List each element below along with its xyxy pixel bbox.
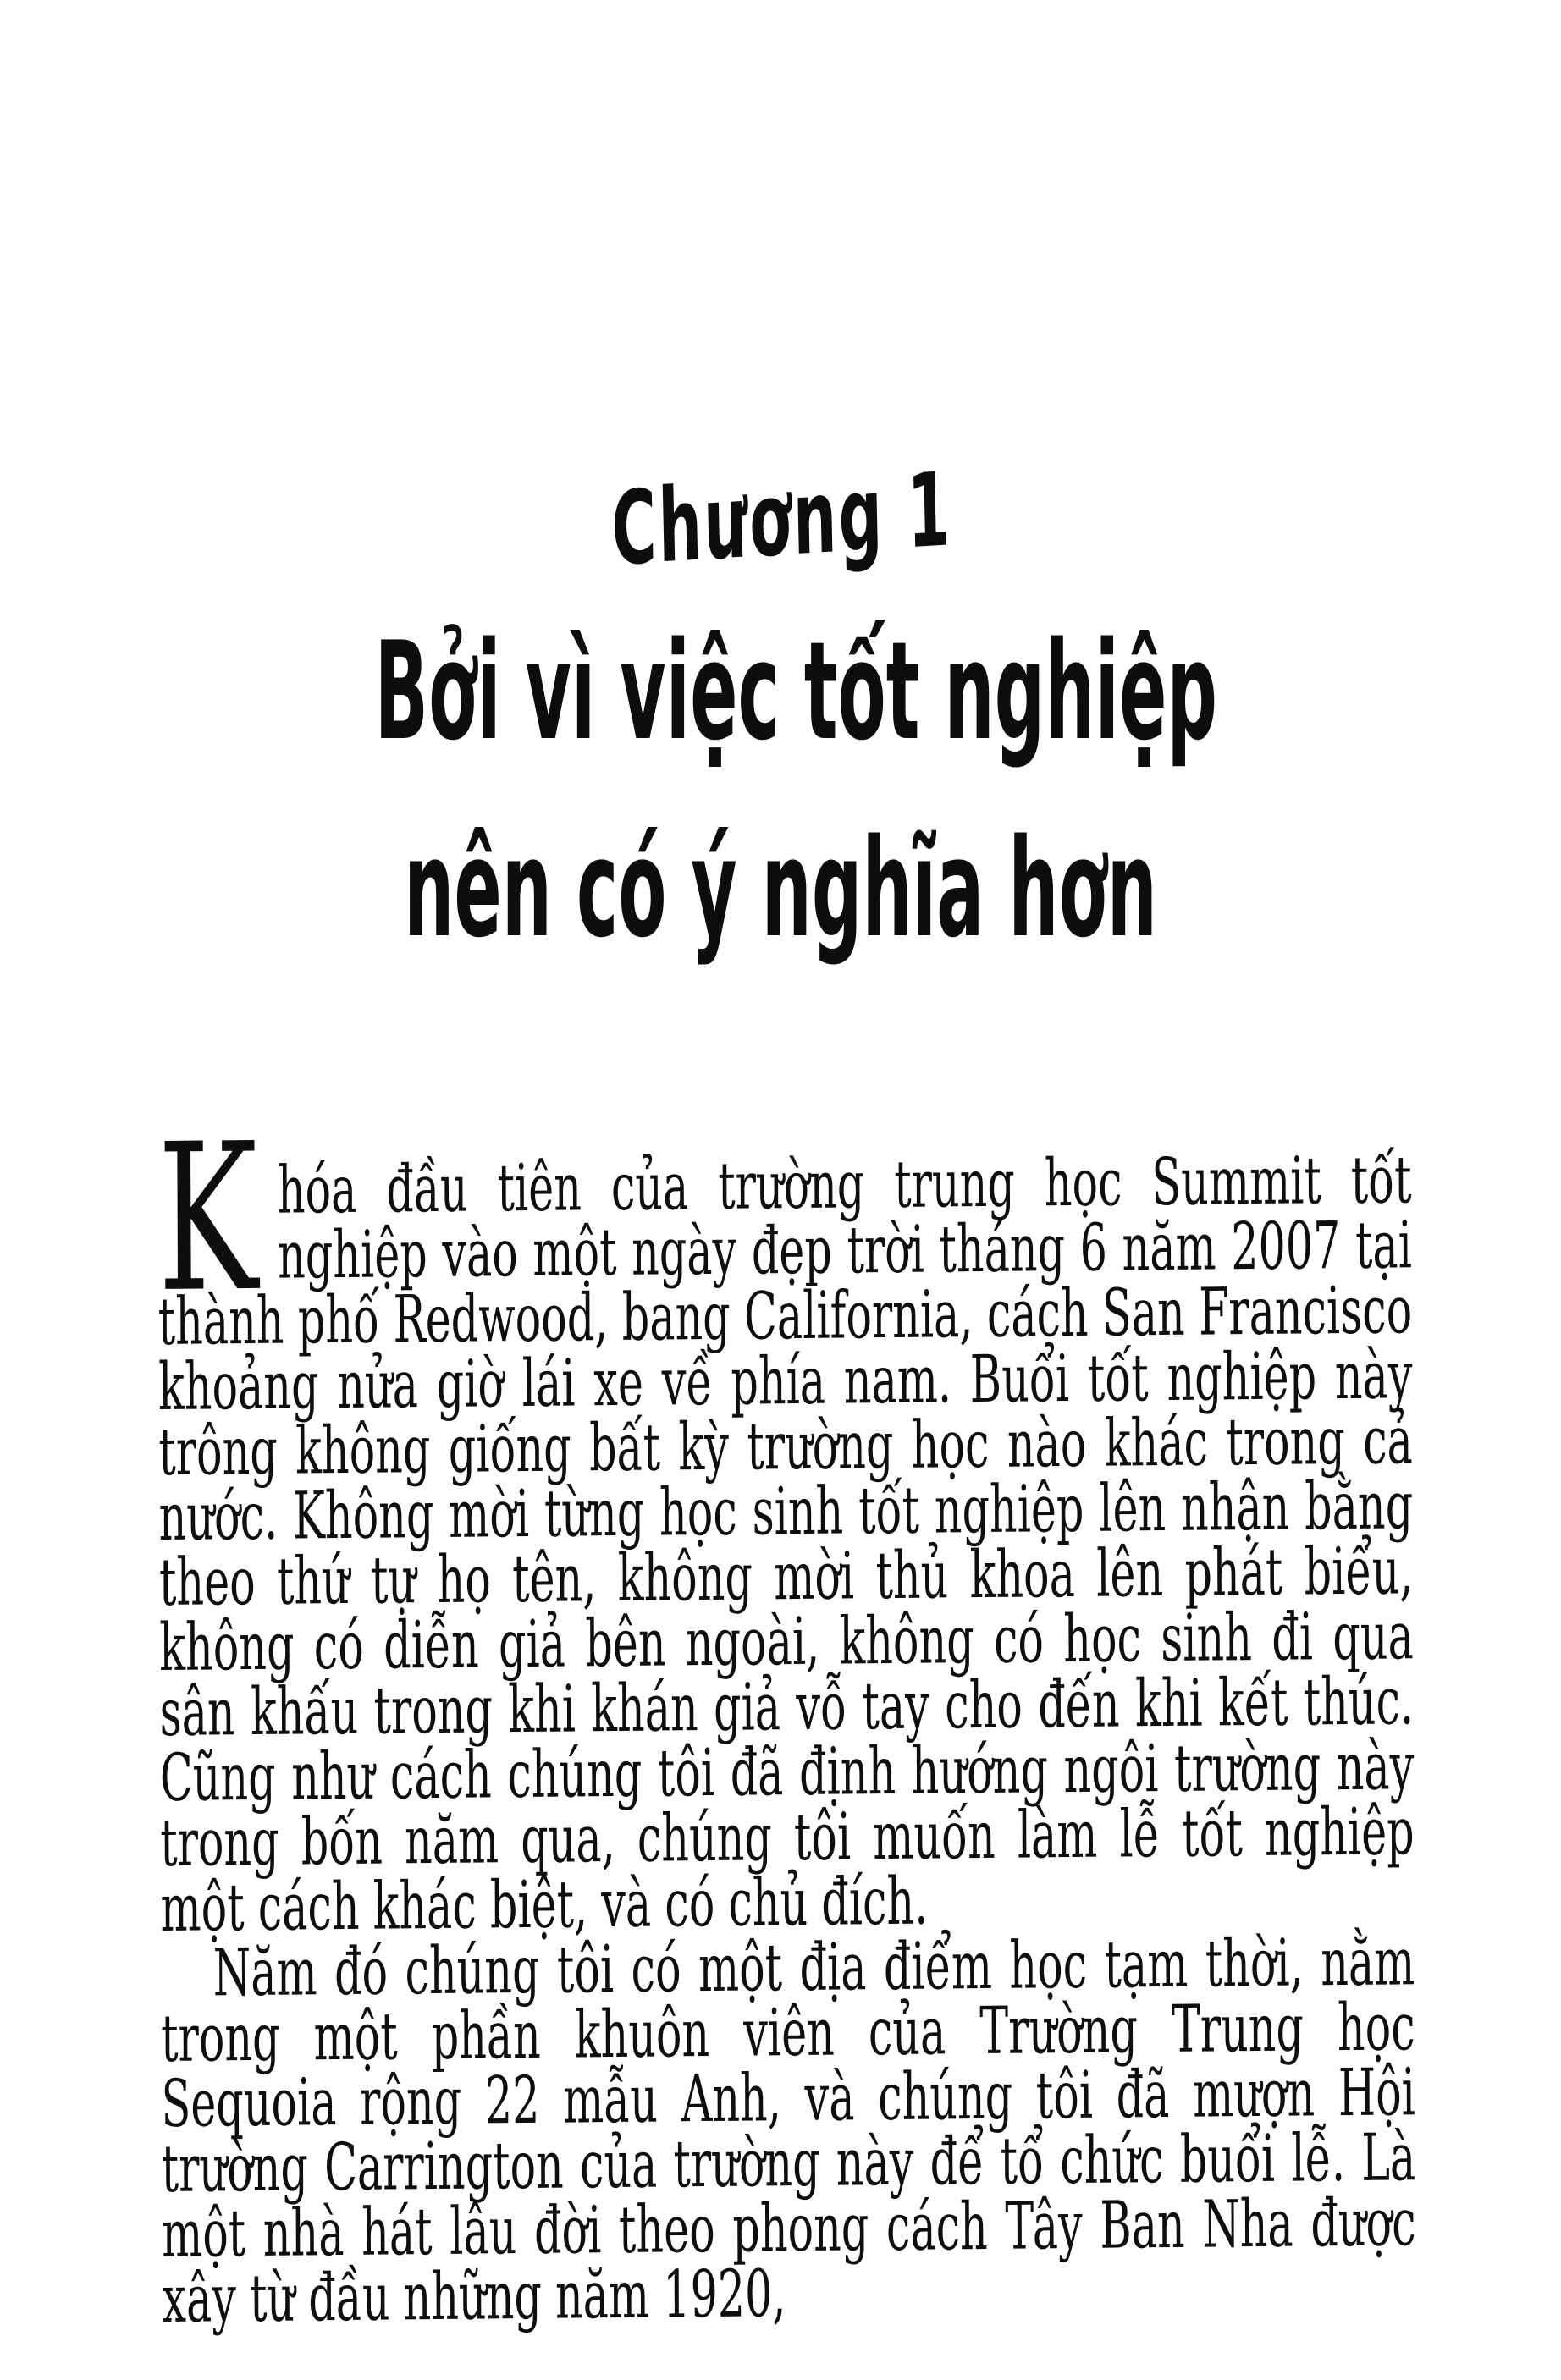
dropcap-box [157,1099,278,1337]
second-paragraph: Năm đó chúng tôi có một địa điểm học tạm thời, nằm trong một phần khuôn viên của Trường Trung học Sequoia rộng 22 mẫu Anh, và chúng tôi đã mượn Hội trường Carrington của trường này để tổ chức buổi lễ. Là một nhà hát lâu đời theo phong cách Tây Ban Nha được xây từ đầu những năm 1920, [161,1925,1416,2338]
chapter-title [374,592,1217,987]
dropcap-letter-k: K [157,1099,258,1337]
chapter-title-line-2: nên có ý nghĩa hơn [404,809,1157,967]
chapter-number-handwritten: Chương 1 [610,451,953,589]
chapter-title-line-1: Bởi vì việc tốt nghiệp [374,612,1217,770]
opening-paragraph [157,1099,1415,1947]
opening-paragraph-text: hóa đầu tiên của trường trung học Summit tốt nghiệp vào một ngày đẹp trời tháng 6 năm 2007 tại thành phố Redwood, bang California, cách San Francisco khoảng nửa giờ lái xe về phía nam. Buổi tốt nghiệp này trông không giống bất kỳ trường học nào khác trong cả nước. Không mời từng học sinh tốt nghiệp lên nhận bằng theo thứ tự họ tên, không mời thủ khoa lên phát biểu, không có diễn giả bên ngoài, không có học sinh đi qua sân khấu trong khi khán giả vỗ tay cho đến khi kết thúc. Cũng như cách chúng tôi đã định hướng ngôi trường này trong bốn năm qua, chúng tôi muốn làm lễ tốt nghiệp một cách khác biệt, và có chủ đích. [157,1143,1415,1947]
body-text-column [157,1099,1416,2338]
